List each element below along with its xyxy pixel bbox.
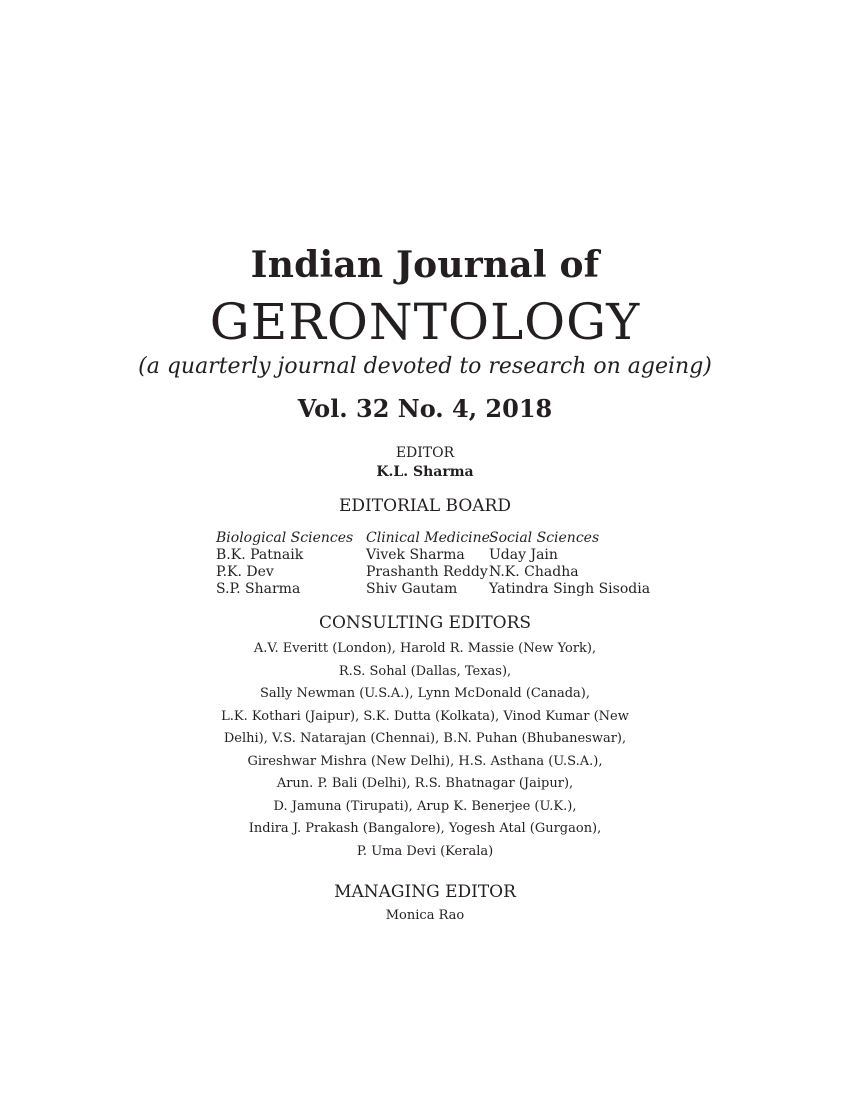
editor-label: EDITOR — [395, 445, 455, 461]
board-column-heading: Biological Sciences — [216, 530, 354, 546]
board-column-clinical-medicine — [366, 530, 490, 598]
editor-name: K.L. Sharma — [376, 464, 474, 480]
board-member: Shiv Gautam — [366, 581, 458, 597]
board-member: Vivek Sharma — [366, 547, 465, 563]
consulting-editors-list — [0, 638, 850, 863]
consulting-editors-heading: CONSULTING EDITORS — [318, 613, 532, 633]
board-member: P.K. Dev — [216, 564, 274, 580]
board-column-heading: Clinical Medicine — [366, 530, 490, 546]
board-member: B.K. Patnaik — [216, 547, 304, 563]
board-column-social-sciences — [489, 530, 650, 598]
board-member: S.P. Sharma — [216, 581, 301, 597]
consulting-editors-line: Sally Newman (U.S.A.), Lynn McDonald (Canada), — [260, 686, 590, 701]
journal-title-gerontology: GERONTOLOGY — [209, 293, 641, 351]
board-member: Yatindra Singh Sisodia — [489, 581, 651, 597]
journal-title-line1: Indian Journal of — [250, 244, 600, 286]
board-member: N.K. Chadha — [489, 564, 579, 580]
managing-editor-heading: MANAGING EDITOR — [334, 882, 516, 902]
consulting-editors-line: Indira J. Prakash (Bangalore), Yogesh Atal (Gurgaon), — [248, 821, 602, 836]
consulting-editors-line: D. Jamuna (Tirupati), Arup K. Benerjee (U.K.), — [273, 798, 577, 814]
editorial-board-heading: EDITORIAL BOARD — [339, 496, 511, 516]
consulting-editors-line: A.V. Everitt (London), Harold R. Massie (New York), — [253, 641, 597, 656]
board-member: Uday Jain — [489, 547, 558, 563]
journal-subtitle: (a quarterly journal devoted to research on ageing) — [138, 354, 712, 379]
consulting-editors-line: Arun. P. Bali (Delhi), R.S. Bhatnagar (Jaipur), — [276, 776, 574, 791]
consulting-editors-line: L.K. Kothari (Jaipur), S.K. Dutta (Kolkata), Vinod Kumar (New — [221, 708, 629, 724]
managing-editor-name: Monica Rao — [385, 908, 465, 923]
board-column-heading: Social Sciences — [489, 530, 600, 546]
consulting-editors-line: R.S. Sohal (Dallas, Texas), — [338, 663, 512, 679]
journal-volume: Vol. 32 No. 4, 2018 — [297, 394, 553, 423]
consulting-editors-line: Delhi), V.S. Natarajan (Chennai), B.N. Puhan (Bhubaneswar), — [223, 731, 627, 746]
consulting-editors-line: P. Uma Devi (Kerala) — [356, 843, 494, 859]
board-member: Prashanth Reddy — [366, 564, 488, 580]
board-column-biological-sciences — [216, 530, 353, 598]
consulting-editors-line: Gireshwar Mishra (New Delhi), H.S. Asthana (U.S.A.), — [247, 753, 603, 769]
